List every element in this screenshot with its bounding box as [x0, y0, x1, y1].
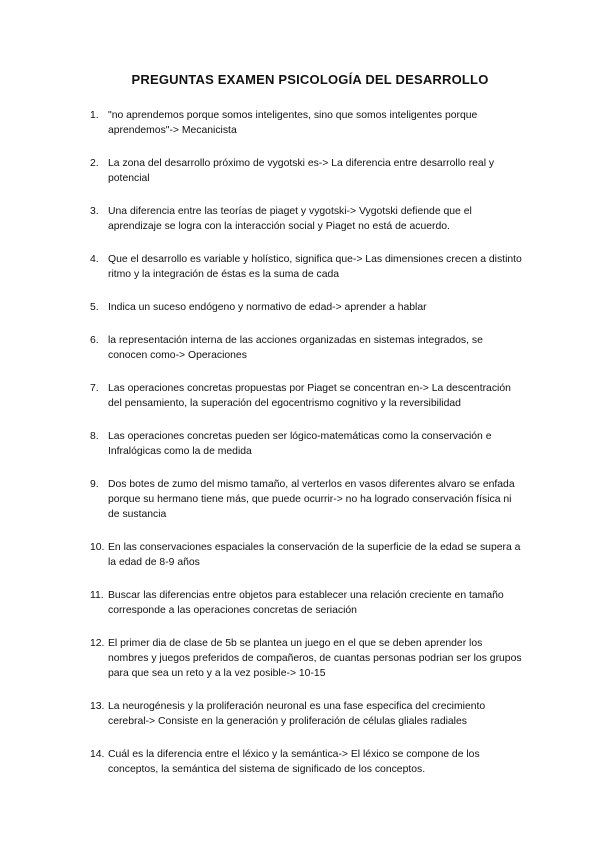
- question-text: La zona del desarrollo próximo de vygotski es-> La diferencia entre desarrollo real y potencial: [108, 158, 495, 184]
- question-text: Buscar las diferencias entre objetos para establecer una relación creciente en tamaño corresponde a las operaciones concretas de seriación: [108, 590, 504, 616]
- question-number: 3.: [90, 206, 99, 217]
- question-number: 6.: [90, 335, 99, 346]
- question-number: 2.: [90, 158, 99, 169]
- question-text: Las operaciones concretas propuestas por Piaget se concentran en-> La descentración del pensamiento, la superación del egocentrismo cognitivo y la reversibilidad: [108, 383, 511, 409]
- page-title: PREGUNTAS EXAMEN PSICOLOGÍA DEL DESARROLLO: [131, 72, 489, 87]
- question-number: 8.: [90, 431, 99, 442]
- question-number: 9.: [90, 479, 99, 490]
- question-number: 13.: [90, 701, 105, 712]
- question-number: 12.: [90, 638, 105, 649]
- question-item: [90, 699, 525, 729]
- question-text: El primer dia de clase de 5b se plantea un juego en el que se deben aprender los nombres y juegos preferidos de compañeros, de cuantas personas podrian ser los grupos para que sea un reto y a la vez posible-> 10-15: [108, 638, 522, 679]
- question-item: [90, 252, 525, 282]
- question-item: [90, 540, 525, 570]
- question-text: Que el desarrollo es variable y holístico, significa que-> Las dimensiones crecen a distinto ritmo y la integración de éstas es la suma de cada: [108, 254, 522, 280]
- question-text: la representación interna de las acciones organizadas en sistemas integrados, se conocen como-> Operaciones: [108, 335, 483, 361]
- question-text: En las conservaciones espaciales la conservación de la superficie de la edad se supera a la edad de 8-9 años: [108, 542, 521, 568]
- question-item: [90, 300, 525, 315]
- question-text: Indica un suceso endógeno y normativo de edad-> aprender a hablar: [108, 302, 427, 313]
- question-text: Cuál es la diferencia entre el léxico y la semántica-> El léxico se compone de los conceptos, la semántica del sistema de significado de los conceptos.: [108, 749, 480, 775]
- question-number: 10.: [90, 542, 105, 553]
- question-number: 7.: [90, 383, 99, 394]
- question-item: [90, 204, 525, 234]
- question-number: 11.: [90, 590, 104, 601]
- question-item: [90, 429, 525, 459]
- question-item: [90, 636, 525, 681]
- question-item: [90, 477, 525, 522]
- question-item: [90, 588, 525, 618]
- question-text: Las operaciones concretas pueden ser lógico-matemáticas como la conservación e Infralógicas como la de medida: [108, 431, 492, 457]
- question-item: [90, 747, 525, 777]
- question-text: Una diferencia entre las teorías de piaget y vygotski-> Vygotski defiende que el aprendizaje se logra con la interacción social y Piaget no está de acuerdo.: [108, 206, 472, 232]
- question-text: La neurogénesis y la proliferación neuronal es una fase especifica del crecimiento cerebral-> Consiste en la generación y proliferación de células gliales radiales: [108, 701, 486, 727]
- question-text: Dos botes de zumo del mismo tamaño, al verterlos en vasos diferentes alvaro se enfada porque su hermano tiene más, que puede ocurrir-> no ha logrado conservación física ni de sustancia: [108, 479, 515, 520]
- question-item: [90, 381, 525, 411]
- question-number: 4.: [90, 254, 99, 265]
- question-item: [90, 108, 525, 138]
- question-list: [90, 108, 525, 777]
- question-number: 5.: [90, 302, 99, 313]
- question-number: 14.: [90, 749, 105, 760]
- question-item: [90, 156, 525, 186]
- question-number: 1.: [90, 110, 99, 121]
- question-text: "no aprendemos porque somos inteligentes, sino que somos inteligentes porque aprendemos"-> Mecanicista: [108, 110, 478, 136]
- question-item: [90, 333, 525, 363]
